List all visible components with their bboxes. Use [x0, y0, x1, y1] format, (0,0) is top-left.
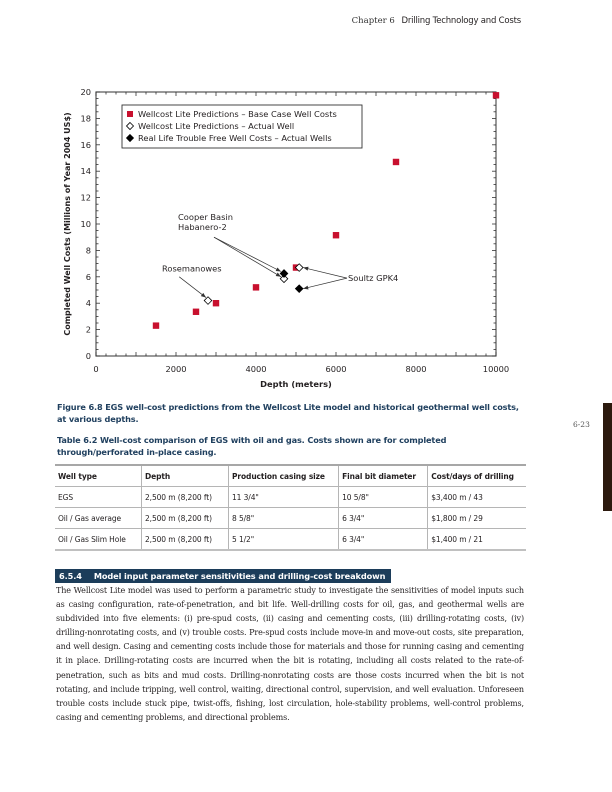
- column-header: Well type: [55, 465, 142, 487]
- table-cell: 2,500 m (8,200 ft): [142, 508, 229, 529]
- y-tick-label: 4: [85, 298, 91, 309]
- scatter-chart: [55, 80, 525, 395]
- table-cell: 6 3/4": [339, 508, 428, 529]
- annotation-label: Cooper Basin: [178, 212, 234, 223]
- x-tick-label: 6000: [325, 364, 347, 374]
- x-tick-label: 4000: [245, 364, 267, 374]
- y-tick-label: 16: [80, 139, 91, 150]
- annotation-arrow: [214, 237, 281, 271]
- annotation-label: Soultz GPK4: [348, 273, 399, 284]
- column-header: Final bit diameter: [339, 465, 428, 487]
- table-cell: 10 5/8": [339, 487, 428, 508]
- table-cell: 6 3/4": [339, 529, 428, 551]
- red-square-marker: [493, 92, 499, 98]
- table-header-row: [55, 465, 526, 487]
- y-tick-label: 14: [80, 166, 91, 177]
- figure-caption: Figure 6.8 EGS well-cost predictions from the Wellcost Lite model and historical geothermal well costs, at various depths.: [57, 402, 519, 424]
- y-tick-label: 2: [85, 324, 91, 335]
- chapter-title: Drilling Technology and Costs: [401, 16, 521, 26]
- table-cell: 5 1/2": [229, 529, 339, 551]
- table-cell: 8 5/8": [229, 508, 339, 529]
- annotation-arrow: [214, 237, 281, 277]
- y-tick-label: 8: [85, 245, 91, 256]
- open-diamond-marker: [204, 297, 212, 305]
- filled-diamond-marker: [295, 285, 303, 293]
- section-title: Model input parameter sensitivities and drilling-cost breakdown: [93, 571, 386, 581]
- table-row: [55, 529, 526, 551]
- page-number: 6-23: [573, 420, 590, 429]
- red-square-marker: [193, 309, 199, 315]
- table-cell: 2,500 m (8,200 ft): [142, 487, 229, 508]
- y-tick-label: 0: [85, 351, 91, 361]
- table-cell: Oil / Gas Slim Hole: [55, 529, 142, 551]
- red-square-marker: [393, 159, 399, 165]
- table-caption: Table 6.2 Well-cost comparison of EGS with oil and gas. Costs shown are for completed through/perforated in-place casing.: [57, 435, 447, 457]
- annotation-arrow: [303, 268, 347, 279]
- x-tick-label: 10000: [482, 364, 510, 374]
- y-tick-label: 10: [80, 219, 91, 229]
- annotation-arrow: [179, 277, 206, 298]
- body-paragraph: The Wellcost Lite model was used to perform a parametric study to investigate the sensitivities of model inputs such as casing configuration, rate-of-penetration, and bit life. Well-drilling costs for oil, gas, and geothermal wells are subdivided into five elements: (i) pre-spud costs, (ii) casing and cementing costs, (iii) drilling-rotating costs, (iv) drilling-nonrotating costs, and (v) trouble costs. Pre-spud costs include move-in and move-out costs, site preparation, and well design. Casing and cementing costs include those for materials and those for running casing and cementing it in place. Drilling-rotating costs are incurred when the bit is rotating, including all costs related to the rate-of-penetration, such as bits and mud costs. Drilling-nonrotating costs are those costs incurred when the bit is not rotating, and include tripping, well control, waiting, directional control, supervision, and well evaluation. Unforeseen trouble costs include stuck pipe, twist-offs, fishing, lost circulation, hole-stability problems, well-control problems, casing and cementing problems, and directional problems.: [56, 586, 524, 722]
- legend-entry: Wellcost Lite Predictions – Base Case Well Costs: [138, 109, 337, 119]
- x-tick-label: 2000: [165, 364, 187, 374]
- x-tick-label: 8000: [405, 364, 427, 374]
- y-tick-label: 20: [80, 87, 91, 97]
- red-square-marker: [213, 300, 219, 306]
- section-heading: [55, 569, 391, 583]
- table-cell: Oil / Gas average: [55, 508, 142, 529]
- arrow-head-icon: [303, 286, 308, 290]
- red-square-marker: [253, 284, 259, 290]
- annotation-arrow: [303, 278, 347, 289]
- table-cell: $1,800 m / 29: [428, 508, 526, 529]
- legend-entry: Real Life Trouble Free Well Costs – Actual Wells: [138, 133, 332, 143]
- table-cell: 2,500 m (8,200 ft): [142, 529, 229, 551]
- y-tick-label: 12: [80, 192, 91, 203]
- table-row: [55, 508, 526, 529]
- table-cell: $3,400 m / 43: [428, 487, 526, 508]
- arrow-head-icon: [276, 267, 281, 271]
- red-square-marker: [333, 232, 339, 238]
- table-row: [55, 487, 526, 508]
- legend-entry: Wellcost Lite Predictions – Actual Well: [138, 121, 295, 131]
- y-tick-label: 6: [85, 271, 91, 282]
- table-cell: EGS: [55, 487, 142, 508]
- table-cell: $1,400 m / 21: [428, 529, 526, 551]
- x-axis-label: Depth (meters): [260, 379, 332, 389]
- legend-square-icon: [127, 111, 133, 117]
- chart-canvas: [55, 80, 525, 395]
- column-header: Production casing size: [229, 465, 339, 487]
- annotation-label: Habanero-2: [178, 222, 227, 233]
- arrow-head-icon: [303, 267, 308, 271]
- table-cell: 11 3/4": [229, 487, 339, 508]
- section-number: 6.5.4: [59, 571, 82, 581]
- arrow-head-icon: [201, 293, 206, 298]
- chapter-label: Chapter 6: [351, 16, 395, 26]
- filled-diamond-marker: [280, 270, 288, 278]
- well-cost-table: [55, 464, 526, 551]
- red-square-marker: [153, 322, 159, 328]
- chapter-thumb-tab: [603, 403, 612, 511]
- y-tick-label: 18: [80, 113, 91, 124]
- running-header: [0, 16, 521, 26]
- column-header: Depth: [142, 465, 229, 487]
- column-header: Cost/days of drilling: [428, 465, 526, 487]
- y-axis-label: Completed Well Costs (Millions of Year 2004 US$): [63, 112, 72, 336]
- annotation-label: Rosemanowes: [162, 263, 222, 274]
- x-tick-label: 0: [93, 364, 99, 374]
